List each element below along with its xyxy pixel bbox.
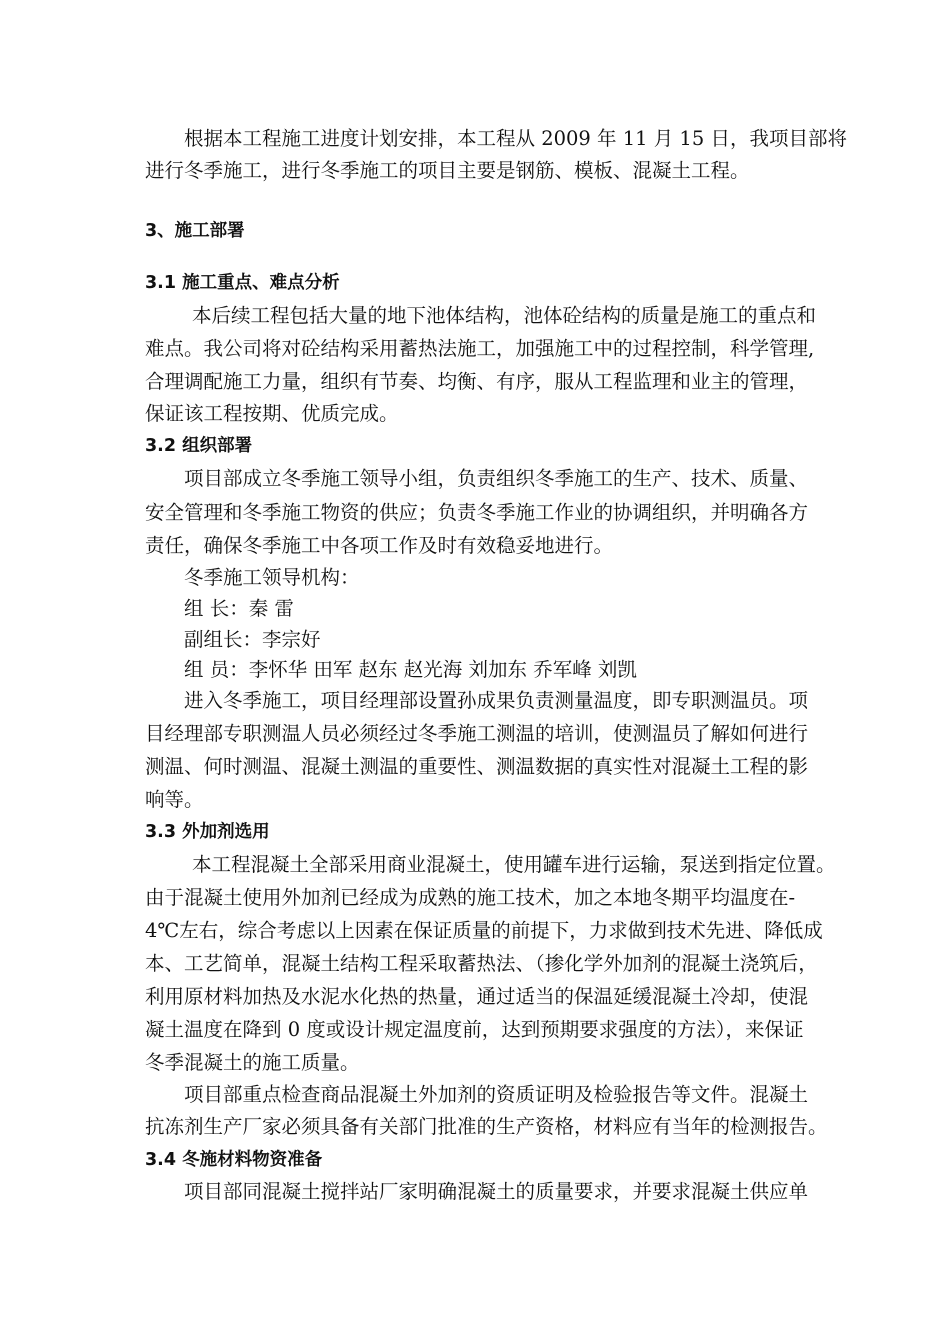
paragraph-line: 合理调配施工力量，组织有节奏、均衡、有序，服从工程监理和业主的管理，: [145, 370, 809, 393]
paragraph-line: 目经理部专职测温人员必须经过冬季施工测温的培训，使测温员了解如何进行: [145, 722, 809, 745]
paragraph-line: 本工程混凝土全部采用商业混凝土，使用罐车进行运输，泵送到指定位置。: [192, 853, 836, 876]
subsection-heading: 3.4 冬施材料物资准备: [145, 1150, 323, 1170]
org-members-line: 组 员：李怀华 田军 赵东 赵光海 刘加东 乔军峰 刘凯: [184, 658, 637, 681]
subsection-heading: 3.2 组织部署: [145, 436, 253, 456]
paragraph-line: 根据本工程施工进度计划安排，本工程从 2009 年 11 月 15 日，我项目部将: [184, 127, 847, 150]
subsection-heading: 3.3 外加剂选用: [145, 822, 270, 842]
paragraph-line: 项目部重点检查商品混凝土外加剂的资质证明及检验报告等文件。混凝土: [184, 1083, 809, 1106]
paragraph-line: 进入冬季施工，项目经理部设置孙成果负责测量温度，即专职测温员。项: [184, 689, 809, 712]
paragraph-line: 进行冬季施工，进行冬季施工的项目主要是钢筋、模板、混凝土工程。: [145, 159, 750, 182]
paragraph-line: 本、工艺简单，混凝土结构工程采取蓄热法、（掺化学外加剂的混凝土浇筑后，: [145, 952, 818, 975]
paragraph-line: 冬季混凝土的施工质量。: [145, 1051, 360, 1074]
paragraph-line: 难点。我公司将对砼结构采用蓄热法施工，加强施工中的过程控制，科学管理,: [145, 337, 815, 360]
org-deputy-line: 副组长：李宗好: [184, 628, 321, 651]
paragraph-line: 测温、何时测温、混凝土测温的重要性、测温数据的真实性对混凝土工程的影: [145, 755, 809, 778]
paragraph-line: 凝土温度在降到 0 度或设计规定温度前，达到预期要求强度的方法），来保证: [145, 1018, 804, 1041]
paragraph-line: 由于混凝土使用外加剂已经成为成熟的施工技术，加之本地冬期平均温度在-: [145, 886, 796, 909]
paragraph-line: 4℃左右，综合考虑以上因素在保证质量的前提下，力求做到技术先进、降低成: [145, 919, 823, 942]
paragraph-line: 项目部成立冬季施工领导小组，负责组织冬季施工的生产、技术、质量、: [184, 467, 809, 490]
paragraph-line: 保证该工程按期、优质完成。: [145, 402, 399, 425]
subsection-heading: 3.1 施工重点、难点分析: [145, 273, 340, 293]
paragraph-line: 响等。: [145, 788, 204, 811]
paragraph-line: 抗冻剂生产厂家必须具备有关部门批准的生产资格，材料应有当年的检测报告。: [145, 1115, 828, 1138]
section-heading: 3、施工部署: [145, 221, 245, 241]
org-title-line: 冬季施工领导机构：: [184, 566, 360, 589]
org-leader-line: 组 长：秦 雷: [184, 597, 294, 620]
paragraph-line: 项目部同混凝土搅拌站厂家明确混凝土的质量要求，并要求混凝土供应单: [184, 1180, 809, 1203]
paragraph-line: 安全管理和冬季施工物资的供应；负责冬季施工作业的协调组织，并明确各方: [145, 501, 809, 524]
paragraph-line: 责任，确保冬季施工中各项工作及时有效稳妥地进行。: [145, 534, 614, 557]
paragraph-line: 利用原材料加热及水泥水化热的热量，通过适当的保温延缓混凝土冷却，使混: [145, 985, 809, 1008]
paragraph-line: 本后续工程包括大量的地下池体结构，池体砼结构的质量是施工的重点和: [192, 304, 817, 327]
